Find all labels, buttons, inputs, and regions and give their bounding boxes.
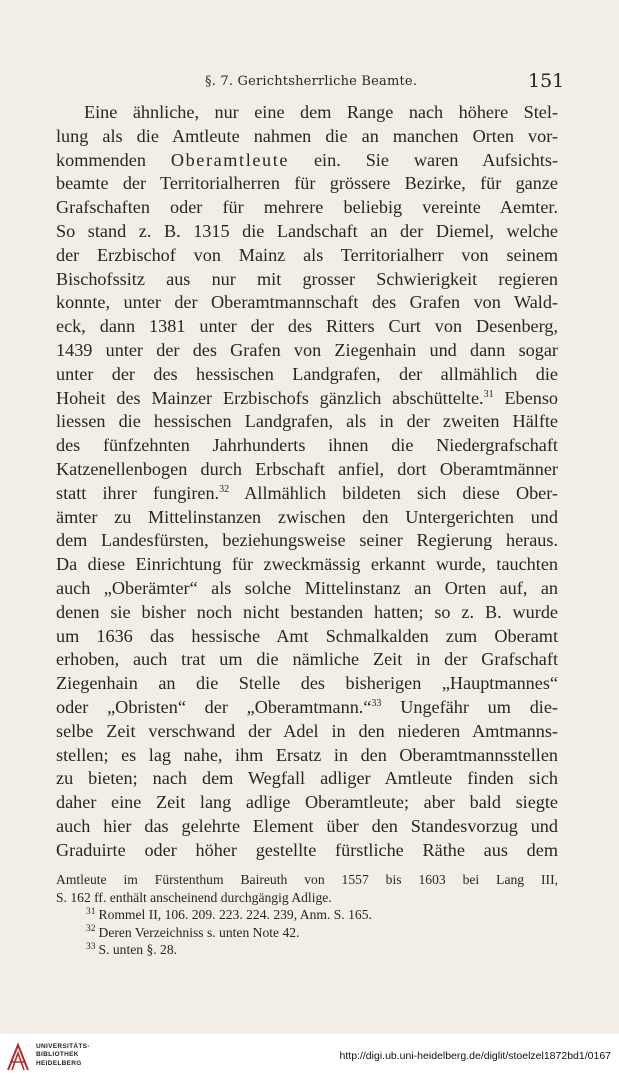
emphasized-term: Oberamtleute xyxy=(170,149,290,170)
text-line: statt ihrer fungiren.$^{32}$ Allmählich bildeten sich diese Ober- xyxy=(56,482,558,503)
body-text xyxy=(56,101,558,863)
library-name-line: UNIVERSITÄTS- xyxy=(36,1043,90,1050)
text-line: eck, dann 1381 unter der des Ritters Curt von Desenberg, xyxy=(56,316,558,337)
footnote-number: 31 xyxy=(86,906,96,917)
library-name-line: BIBLIOTHEK xyxy=(36,1051,79,1059)
source-url-link[interactable]: http://digi.ub.uni-heidelberg.de/diglit/stoelzel1872bd1/0167 xyxy=(339,1050,611,1062)
page-number: 151 xyxy=(528,70,565,92)
text-line: oder „Obristen“ der „Oberamtmann.“$^{33}$ Ungefähr um die- xyxy=(56,696,558,717)
text-line: daher eine Zeit lang adlige Oberamtleute; aber bald siegte xyxy=(56,792,558,813)
text-line: unter der des hessischen Landgrafen, der allmählich die xyxy=(56,363,558,384)
text-line: des fünfzehnten Jahrhunderts ihnen die Niedergrafschaft xyxy=(56,435,558,456)
footnote-number: 33 xyxy=(86,941,96,952)
text-line: Bischofssitz aus nur mit grosser Schwierigkeit regieren xyxy=(56,268,558,289)
footer-bar xyxy=(0,1034,619,1080)
text-line: auch hier das gelehrte Element über den Standesvorzug und xyxy=(56,815,558,836)
text-line: Grafschaften oder für mehrere beliebig vereinte Aemter. xyxy=(56,197,558,218)
text-line: Eine ähnliche, nur eine dem Range nach höhere Stel- xyxy=(84,102,558,122)
text-line: Da diese Einrichtung für zweckmässig erkannt wurde, tauchten xyxy=(56,554,558,575)
footnote-line: S. 162 ff. enthält anscheinend durchgängig Adlige. xyxy=(56,889,332,905)
footnote-reference: 33 xyxy=(371,697,382,709)
page-header xyxy=(0,72,619,96)
text-line: lung als die Amtleute nahmen die an manchen Orten vor- xyxy=(56,125,558,146)
footnote-reference: 32 xyxy=(219,483,230,495)
text-line: kommenden Oberamtleute ein. Sie waren Aufsichts- xyxy=(56,149,558,170)
text-line: Katzenellenbogen durch Erbschaft anfiel, dort Oberamtmänner xyxy=(56,458,558,479)
footnote-line: Amtleute im Fürstenthum Baireuth von 1557 bis 1603 bei Lang III, xyxy=(56,872,558,887)
text-line: stellen; es lag nahe, ihm Ersatz in den Oberamtmannsstellen xyxy=(56,744,558,765)
text-line: der Erzbischof von Mainz als Territorialherr von seinem xyxy=(56,244,558,265)
footnote-number: 32 xyxy=(86,924,96,935)
text-line: So stand z. B. 1315 die Landschaft an der Diemel, welche xyxy=(56,220,558,241)
footnote-reference: 31 xyxy=(483,388,494,400)
footnote-line: $^{33}$ S. unten §. 28. xyxy=(86,941,178,958)
library-logo-icon xyxy=(6,1042,30,1072)
footnote-line: $^{31}$ Rommel II, 106. 209. 223. 224. 239, Anm. S. 165. xyxy=(86,906,372,923)
text-line: denen sie bisher noch nicht bestanden hatten; so z. B. wurde xyxy=(56,601,558,622)
text-line: selbe Zeit verschwand der Adel in den niederen Amtmanns- xyxy=(56,720,558,741)
footnotes xyxy=(56,871,558,959)
text-line: zu bieten; nach dem Wegfall adliger Amtleute finden sich xyxy=(56,768,558,789)
text-line: Graduirte oder höher gestellte fürstliche Räthe aus dem xyxy=(56,839,558,860)
text-line: konnte, unter der Oberamtmannschaft des Grafen von Wald- xyxy=(56,292,558,313)
text-line: dem Landesfürsten, beziehungsweise seiner Regierung heraus. xyxy=(56,530,558,551)
footnote-line: $^{32}$ Deren Verzeichniss s. unten Note 42. xyxy=(86,924,300,940)
text-line: beamte der Territorialherren für grössere Bezirke, für ganze xyxy=(56,173,558,194)
text-line: um 1636 das hessische Amt Schmalkalden zum Oberamt xyxy=(56,625,558,646)
text-line: 1439 unter der des Grafen von Ziegenhain und dann sogar xyxy=(56,339,558,360)
text-line: Ziegenhain an die Stelle des bisherigen „Hauptmannes“ xyxy=(56,673,558,694)
text-line: ämter zu Mittelinstanzen zwischen den Untergerichten und xyxy=(56,506,558,527)
text-line: liessen die hessischen Landgrafen, als in der zweiten Hälfte xyxy=(56,411,558,432)
library-name-line: HEIDELBERG xyxy=(36,1059,82,1067)
running-head: §. 7. Gerichtsherrliche Beamte. xyxy=(205,74,418,89)
text-line: auch „Oberämter“ als solche Mittelinstanz an Orten auf, an xyxy=(56,577,558,598)
text-line: Hoheit des Mainzer Erzbischofs gänzlich abschüttelte.$^{31}$ Ebenso xyxy=(56,387,558,408)
text-line: erhoben, auch trat um die nämliche Zeit in der Grafschaft xyxy=(56,649,558,670)
library-name xyxy=(36,1043,90,1068)
